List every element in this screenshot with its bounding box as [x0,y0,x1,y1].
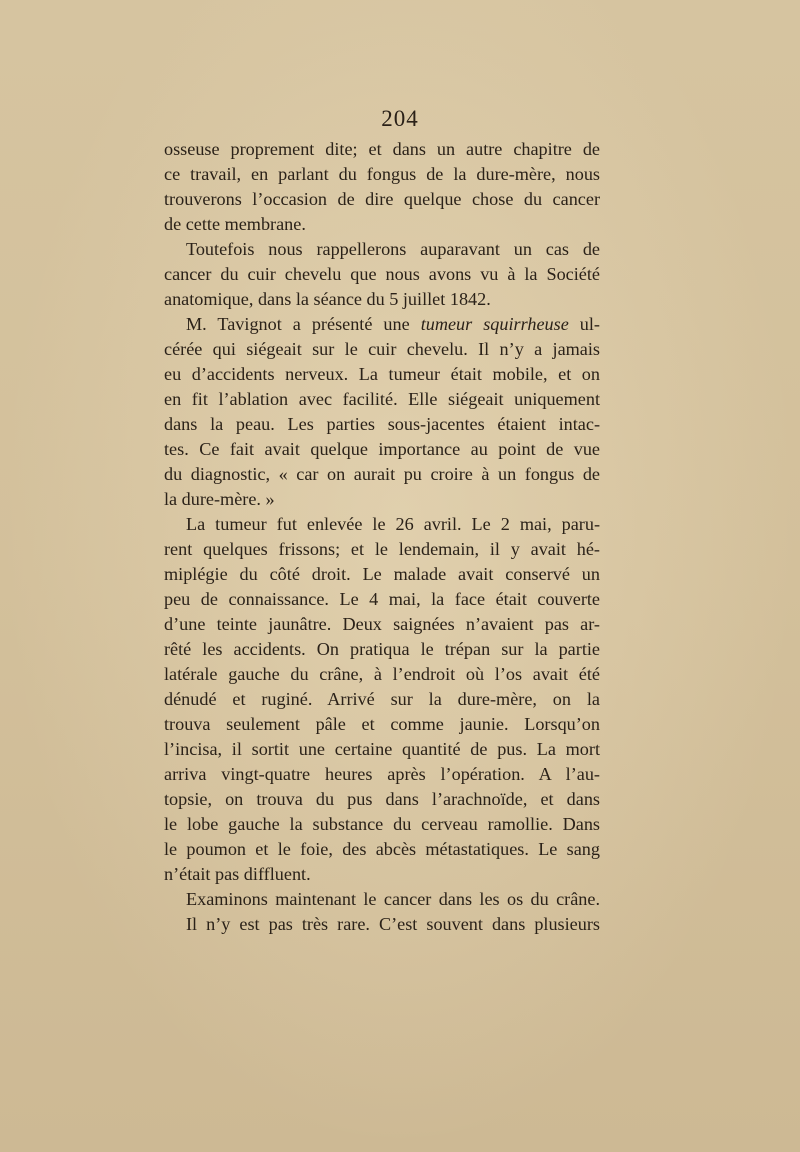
text-segment: ul- [568,314,600,334]
text-line [164,312,600,337]
text-line: n’était pas diffluent. [164,864,311,884]
text-line: le lobe gauche la substance du cerveau ramollie. Dans [164,814,600,834]
text-line: cérée qui siégeait sur le cuir chevelu. Il n’y a jamais [164,339,600,359]
text-line: osseuse proprement dite; et dans un autre chapitre de [164,139,600,159]
text-line: peu de connaissance. Le 4 mai, la face était couverte [164,589,600,609]
text-line: en fit l’ablation avec facilité. Elle siégeait uniquement [164,389,600,409]
text-line: rêté les accidents. On pratiqua le trépan sur la partie [164,639,600,659]
text-line: arriva vingt-quatre heures après l’opération. A l’au- [164,764,600,784]
text-line: du diagnostic, « car on aurait pu croire à un fongus de [164,464,600,484]
text-line: Il n’y est pas très rare. C’est souvent dans plusieurs [186,914,600,934]
body-text [164,137,600,937]
text-line: rent quelques frissons; et le lendemain, il y avait hé- [164,539,600,559]
text-segment: M. Tavignot a présenté une [186,314,421,334]
text-line: latérale gauche du crâne, à l’endroit où l’os avait été [164,664,600,684]
text-line: tes. Ce fait avait quelque importance au point de vue [164,439,600,459]
text-line: le poumon et le foie, des abcès métastatiques. Le sang [164,839,600,859]
text-line: dénudé et ruginé. Arrivé sur la dure-mère, on la [164,689,600,709]
text-line: trouverons l’occasion de dire quelque chose du cancer [164,189,600,209]
text-line: trouva seulement pâle et comme jaunie. Lorsqu’on [164,714,600,734]
text-line: anatomique, dans la séance du 5 juillet 1842. [164,289,491,309]
text-line: d’une teinte jaunâtre. Deux saignées n’avaient pas ar- [164,614,600,634]
page-number: 204 [381,106,419,131]
text-line: de cette membrane. [164,214,306,234]
text-line: la dure-mère. » [164,489,275,509]
text-line: Examinons maintenant le cancer dans les os du crâne. [186,889,600,909]
text-line: eu d’accidents nerveux. La tumeur était mobile, et on [164,364,600,384]
text-line: Toutefois nous rappellerons auparavant un cas de [186,239,600,259]
text-line: topsie, on trouva du pus dans l’arachnoïde, et dans [164,789,600,809]
italic-phrase: tumeur squirrheuse [420,314,569,334]
text-line: dans la peau. Les parties sous-jacentes étaient intac- [164,414,600,434]
text-line: cancer du cuir chevelu que nous avons vu à la Société [164,264,600,284]
text-line: ce travail, en parlant du fongus de la dure-mère, nous [164,164,600,184]
text-line: La tumeur fut enlevée le 26 avril. Le 2 mai, paru- [186,514,600,534]
text-line: l’incisa, il sortit une certaine quantité de pus. La mort [164,739,600,759]
text-line: miplégie du côté droit. Le malade avait conservé un [164,564,600,584]
